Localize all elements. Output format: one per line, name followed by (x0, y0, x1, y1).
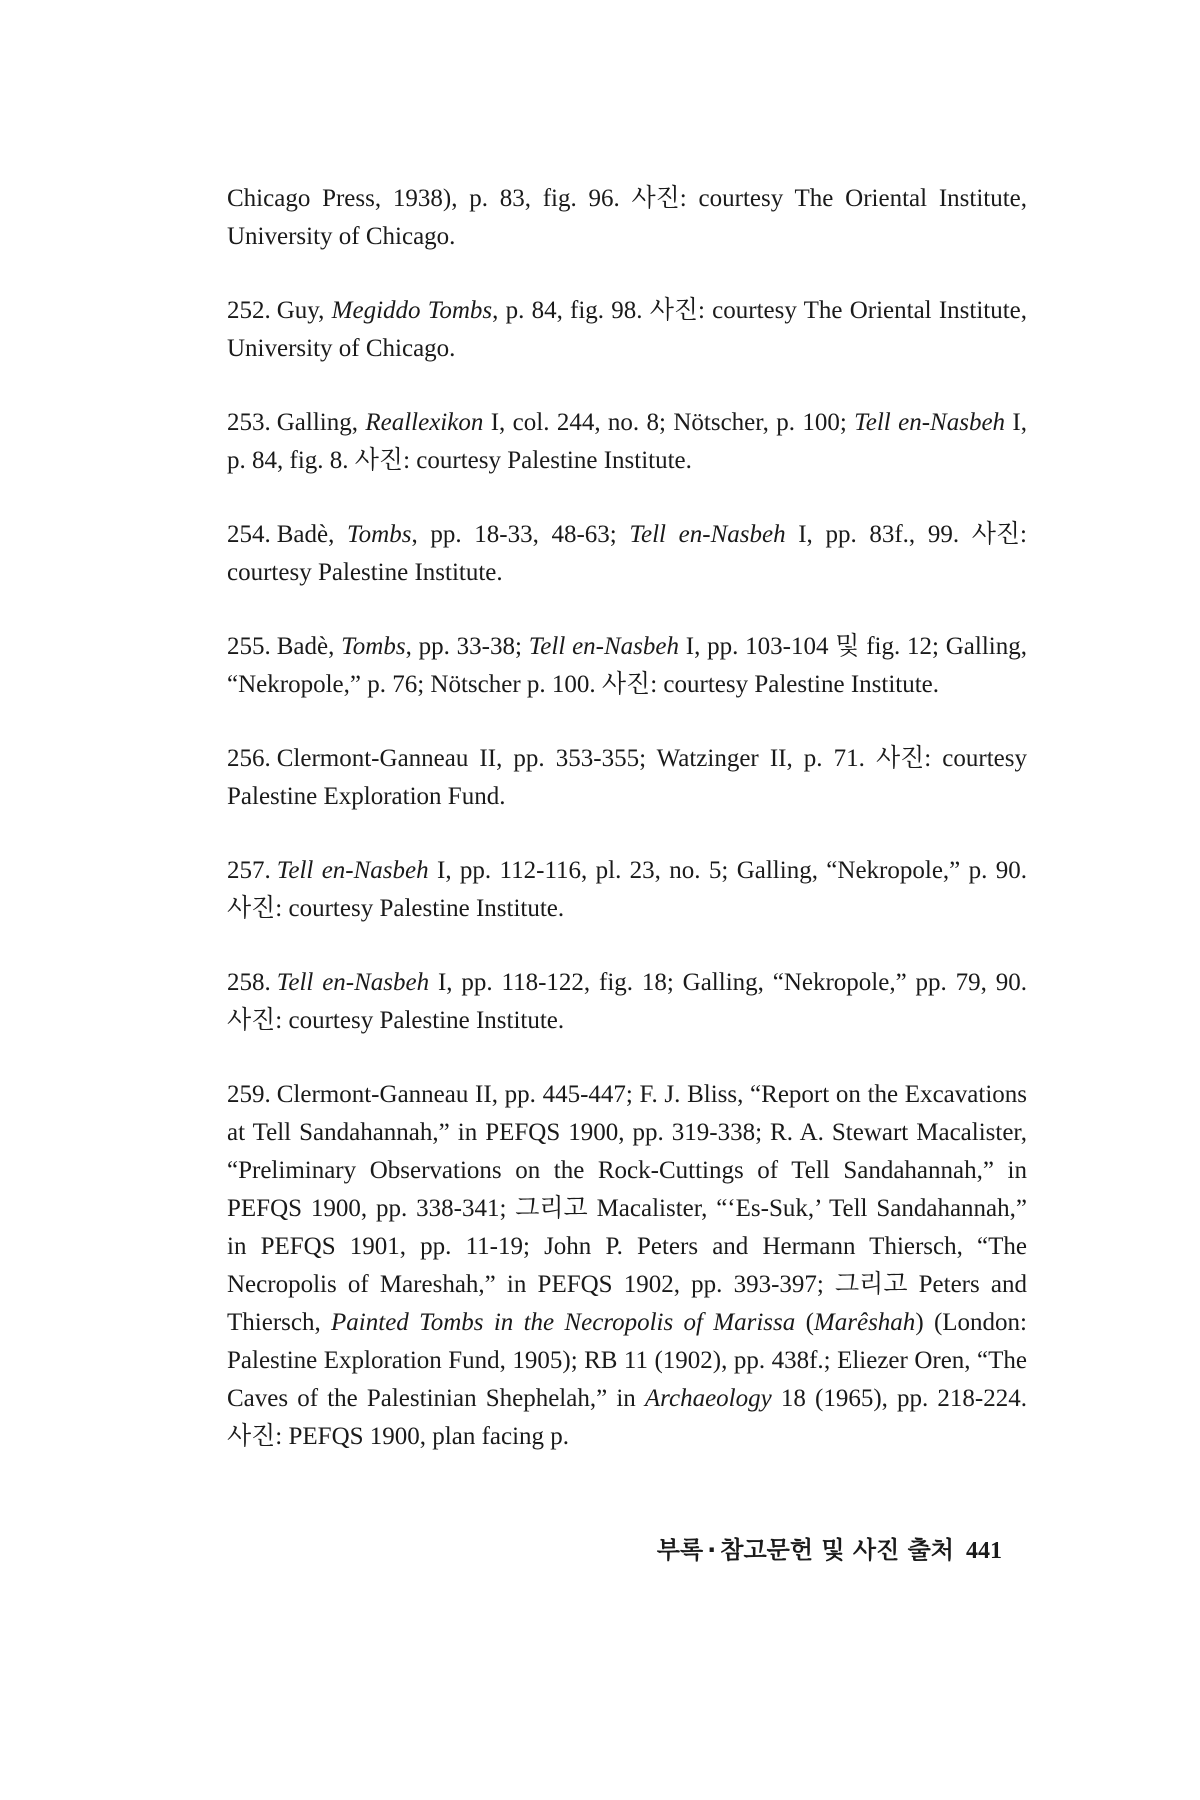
page-footer (0, 1530, 1002, 1565)
reference-text: , pp. 33-38; (405, 633, 529, 660)
reference-text: Clermont-Ganneau II, pp. 353-355; Watzinger II, p. 71. 사진: courtesy Palestine Exploration Fund. (227, 745, 1027, 810)
italic-title: Tell en-Nasbeh (276, 969, 430, 996)
italic-title: Megiddo Tombs (331, 297, 493, 324)
page-number: 441 (966, 1538, 1002, 1564)
reference-text: ) (London: Palestine Exploration Fund, 1905); RB 11 (1902), pp. 438f.; Eliezer Oren, “The Caves of the Palestinian Shephelah,” in (227, 1309, 1027, 1412)
italic-title: Archaeology (644, 1385, 772, 1412)
reference-text: Galling, (276, 409, 366, 436)
reference-text: , pp. 18-33, 48-63; (411, 521, 630, 548)
reference-text: I, pp. 118-122, fig. 18; Galling, “Nekropole,” pp. 79, 90. 사진: courtesy Palestine Institute. (227, 969, 1027, 1034)
italic-title: Tell en-Nasbeh (629, 521, 786, 548)
reference-text: , p. 84, fig. 98. 사진: courtesy The Oriental Institute, University of Chicago. (227, 297, 1028, 362)
italic-title: Tombs (347, 521, 412, 548)
italic-title: Painted Tombs in the Necropolis of Marissa (331, 1309, 796, 1336)
reference-252 (227, 292, 1027, 368)
italic-title: Tombs (341, 633, 406, 660)
footer-section-left: 부록 (656, 1536, 704, 1564)
reference-number: 253. (227, 409, 271, 436)
reference-text: I, col. 244, no. 8; Nötscher, p. 100; (483, 409, 855, 436)
references-list (227, 180, 1027, 1492)
reference-number: 252. (227, 297, 271, 324)
reference-text: I, pp. 112-116, pl. 23, no. 5; Galling, “Nekropole,” p. 90. 사진: courtesy Palestine Institute. (227, 857, 1027, 922)
reference-text: Chicago Press, 1938), p. 83, fig. 96. 사진: courtesy The Oriental Institute, University of Chicago. (227, 185, 1027, 250)
reference-number: 254. (227, 521, 271, 548)
footer-separator: · (707, 1536, 717, 1564)
reference-255 (227, 628, 1027, 704)
reference-text: Clermont-Ganneau II, pp. 445-447; F. J. Bliss, “Report on the Excavations at Tell Sandahannah,” in PEFQS 1900, pp. 319-338; R. A. Stewart Macalister, “Preliminary Observations on the Rock-Cuttings of Tell Sandahannah,” in PEFQS 1900, pp. 338-341; 그리고 Macalister, “‘Es-Suk,’ Tell Sandahannah,” in PEFQS 1901, pp. 11-19; John P. Peters and Hermann Thiersch, “The Necropolis of Mareshah,” in PEFQS 1902, pp. 393-397; 그리고 Peters and Thiersch, (227, 1081, 1027, 1336)
reference-258 (227, 964, 1027, 1040)
reference-257 (227, 852, 1027, 928)
reference-text: Guy, (276, 297, 332, 324)
reference-number: 258. (227, 969, 271, 996)
italic-title: Tell en-Nasbeh (528, 633, 679, 660)
reference-text: Badè, (276, 633, 342, 660)
footer-section-title: 참고문헌 및 사진 출처 (720, 1536, 954, 1564)
italic-title: Reallexikon (365, 409, 484, 436)
reference-continuation (227, 180, 1027, 256)
reference-254 (227, 516, 1027, 592)
reference-256 (227, 740, 1027, 816)
reference-253 (227, 404, 1027, 480)
reference-number: 257. (227, 857, 271, 884)
reference-text: 18 (1965), pp. 218-224. 사진: PEFQS 1900, plan facing p. (227, 1385, 1027, 1450)
italic-title: Tell en-Nasbeh (276, 857, 429, 884)
reference-text: I, p. 84, fig. 8. 사진: courtesy Palestine Institute. (227, 409, 1027, 474)
reference-text: Badè, (276, 521, 348, 548)
reference-number: 256. (227, 745, 271, 772)
reference-text: I, pp. 103-104 및 fig. 12; Galling, “Nekropole,” p. 76; Nötscher p. 100. 사진: courtesy Palestine Institute. (227, 633, 1027, 698)
reference-text: ( (795, 1309, 814, 1336)
reference-text: I, pp. 83f., 99. 사진: courtesy Palestine Institute. (227, 521, 1027, 586)
reference-259 (227, 1076, 1027, 1456)
italic-title: Tell en-Nasbeh (854, 409, 1006, 436)
reference-number: 259. (227, 1081, 271, 1108)
italic-title: Marêshah (813, 1309, 916, 1336)
reference-number: 255. (227, 633, 271, 660)
